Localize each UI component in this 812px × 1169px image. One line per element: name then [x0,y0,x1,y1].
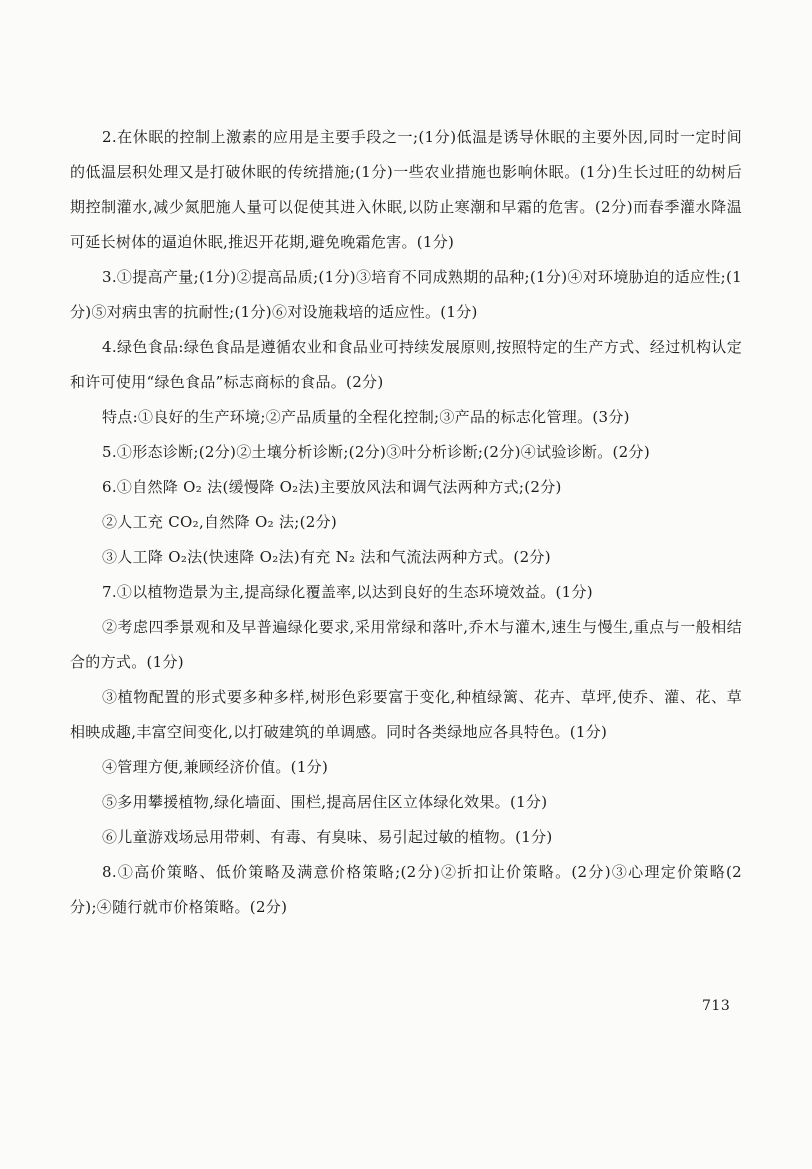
answer-6-item-1: 6.①自然降 O₂ 法(缓慢降 O₂法)主要放风法和调气法两种方式;(2分) [102,478,562,496]
answer-4-paragraph: 4.绿色食品:绿色食品是遵循农业和食品业可持续发展原则,按照特定的生产方式、经过机构认定和许可使用“绿色食品”标志商标的食品。(2分) [70,338,742,391]
answer-5-paragraph: 5.①形态诊断;(2分)②土壤分析诊断;(2分)③叶分析诊断;(2分)④试验诊断。(2分) [102,443,650,461]
page-number: 713 [702,998,731,1014]
answer-7-item-6: ⑥儿童游戏场忌用带刺、有毒、有臭味、易引起过敏的植物。(1分) [102,828,553,846]
answer-6-item-3: ③人工降 O₂法(快速降 O₂法)有充 N₂ 法和气流法两种方式。(2分) [102,548,551,566]
answer-7-item-2: ②考虑四季景观和及早普遍绿化要求,采用常绿和落叶,乔木与灌木,速生与慢生,重点与一般相结合的方式。(1分) [70,618,742,671]
answer-3-paragraph: 3.①提高产量;(1分)②提高品质;(1分)③培育不同成熟期的品种;(1分)④对环境胁迫的适应性;(1分)⑤对病虫害的抗耐性;(1分)⑥对设施栽培的适应性。(1分) [70,268,742,321]
answer-7-item-1: 7.①以植物造景为主,提高绿化覆盖率,以达到良好的生态环境效益。(1分) [102,583,593,601]
answer-7-item-4: ④管理方便,兼顾经济价值。(1分) [102,758,329,776]
answer-4-features-paragraph: 特点:①良好的生产环境;②产品质量的全程化控制;③产品的标志化管理。(3分) [102,408,630,426]
answer-2-paragraph: 2.在休眠的控制上激素的应用是主要手段之一;(1分)低温是诱导休眠的主要外因,同时一定时间的低温层积处理又是打破休眠的传统措施;(1分)一些农业措施也影响休眠。(1分)生长过旺的幼树后期控制灌水,减少氮肥施人量可以促使其进入休眠,以防止寒潮和早霜的危害。(2分)而春季灌水降温可延长树体的逼迫休眠,推迟开花期,避免晚霜危害。(1分) [70,128,742,251]
answer-text-block [70,120,742,925]
answer-7-item-5: ⑤多用攀援植物,绿化墙面、围栏,提高居住区立体绿化效果。(1分) [102,793,548,811]
answer-7-item-3: ③植物配置的形式要多种多样,树形色彩要富于变化,种植绿篱、花卉、草坪,使乔、灌、花、草相映成趣,丰富空间变化,以打破建筑的单调感。同时各类绿地应各具特色。(1分) [70,688,742,741]
answer-6-item-2: ②人工充 CO₂,自然降 O₂ 法;(2分) [102,513,338,531]
answer-8-paragraph: 8.①高价策略、低价策略及满意价格策略;(2分)②折扣让价策略。(2分)③心理定价策略(2分);④随行就市价格策略。(2分) [70,863,742,916]
